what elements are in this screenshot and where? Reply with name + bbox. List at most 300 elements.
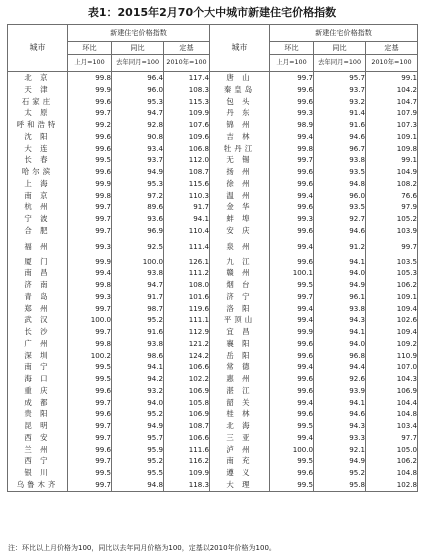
left-mom-cell: 99.9 [68,84,112,96]
right-fixed-base-cell: 108.2 [366,178,418,190]
left-yoy-cell: 96.9 [112,225,164,237]
left-mom-cell: 99.7 [68,107,112,119]
right-yoy-cell: 94.3 [314,420,366,432]
table-row [8,397,418,409]
right-yoy-cell: 92.7 [314,213,366,225]
right-fixed-base-cell: 99.7 [366,237,418,256]
table-row [8,279,418,291]
left-yoy-cell: 95.3 [112,96,164,108]
right-mom-cell: 99.4 [270,303,314,315]
left-mom-cell: 99.7 [68,326,112,338]
left-city-cell: 长 沙 [8,326,68,338]
table-row [8,303,418,315]
table-title: 表1：2015年2月70个大中城市新建住宅价格指数 [87,6,337,19]
left-city-cell: 昆 明 [8,420,68,432]
right-fixed-base-cell: 99.1 [366,154,418,166]
table-row [8,326,418,338]
left-mom-cell: 99.8 [68,279,112,291]
table-body [8,72,418,492]
right-city-cell: 桂 林 [210,408,270,420]
table-row [8,213,418,225]
right-city-cell: 济 宁 [210,291,270,303]
right-fixed-base-cell: 104.3 [366,373,418,385]
left-fixed-base-cell: 111.4 [164,237,210,256]
right-yoy-cell: 94.1 [314,326,366,338]
left-yoy-cell: 94.9 [112,166,164,178]
table-row [8,467,418,479]
left-city-cell: 呼和浩特 [8,119,68,131]
mom-header-left: 环比 [68,42,112,55]
left-yoy-cell: 95.2 [112,408,164,420]
right-city-cell: 平顶山 [210,314,270,326]
table-row [8,256,418,268]
left-yoy-cell: 89.6 [112,201,164,213]
right-fixed-base-cell: 109.4 [366,326,418,338]
fixed-base-left: 2010年=100 [164,55,210,72]
right-yoy-cell: 94.0 [314,338,366,350]
left-fixed-base-cell: 106.9 [164,385,210,397]
right-yoy-cell: 93.9 [314,385,366,397]
right-fixed-base-cell: 97.7 [366,432,418,444]
left-mom-cell: 99.6 [68,166,112,178]
right-mom-cell: 99.4 [270,397,314,409]
right-yoy-cell: 96.8 [314,350,366,362]
yoy-base-left: 去年同月=100 [112,55,164,72]
table-row [8,314,418,326]
left-mom-cell: 99.4 [68,267,112,279]
table-row [8,455,418,467]
right-yoy-cell: 93.7 [314,84,366,96]
left-mom-cell: 99.7 [68,420,112,432]
table-row [8,373,418,385]
left-fixed-base-cell: 111.2 [164,267,210,279]
right-city-cell: 烟 台 [210,279,270,291]
table-row [8,178,418,190]
left-yoy-cell: 93.8 [112,267,164,279]
right-fixed-base-cell: 107.0 [366,361,418,373]
right-fixed-base-cell: 109.2 [366,338,418,350]
left-yoy-cell: 94.0 [112,397,164,409]
right-mom-cell: 99.6 [270,350,314,362]
left-city-cell: 长 春 [8,154,68,166]
right-city-cell: 湛 江 [210,385,270,397]
left-mom-cell: 99.7 [68,455,112,467]
right-mom-cell: 99.3 [270,213,314,225]
price-index-table [7,24,418,492]
left-city-cell: 西 宁 [8,455,68,467]
left-city-cell: 石家庄 [8,96,68,108]
left-fixed-base-cell: 106.6 [164,432,210,444]
right-mom-cell: 99.6 [270,256,314,268]
left-mom-cell: 99.7 [68,432,112,444]
left-city-cell: 乌鲁木齐 [8,479,68,491]
left-mom-cell: 99.6 [68,385,112,397]
left-city-cell: 武 汉 [8,314,68,326]
left-city-cell: 大 连 [8,143,68,155]
mom-header-right: 环比 [270,42,314,55]
left-city-cell: 北 京 [8,72,68,84]
right-yoy-cell: 95.8 [314,479,366,491]
table-row [8,225,418,237]
right-mom-cell: 99.3 [270,107,314,119]
left-fixed-base-cell: 91.7 [164,201,210,213]
right-mom-cell: 99.7 [270,154,314,166]
left-fixed-base-cell: 112.0 [164,154,210,166]
right-city-cell: 九 江 [210,256,270,268]
right-city-cell: 无 锡 [210,154,270,166]
left-mom-cell: 99.9 [68,256,112,268]
left-fixed-base-cell: 108.7 [164,166,210,178]
right-yoy-cell: 91.6 [314,119,366,131]
right-mom-cell: 99.5 [270,420,314,432]
left-yoy-cell: 93.8 [112,338,164,350]
table-row [8,96,418,108]
right-mom-cell: 99.8 [270,143,314,155]
left-city-cell: 宁 波 [8,213,68,225]
table-row [8,131,418,143]
left-mom-cell: 100.2 [68,350,112,362]
right-yoy-cell: 95.7 [314,72,366,84]
left-fixed-base-cell: 119.6 [164,303,210,315]
right-city-cell: 徐 州 [210,178,270,190]
right-city-cell: 吉 林 [210,131,270,143]
left-city-cell: 济 南 [8,279,68,291]
left-mom-cell: 99.6 [68,444,112,456]
right-yoy-cell: 93.5 [314,166,366,178]
right-fixed-base-cell: 103.5 [366,256,418,268]
left-mom-cell: 99.8 [68,338,112,350]
right-city-cell: 泸 州 [210,444,270,456]
right-city-cell: 三 亚 [210,432,270,444]
left-mom-cell: 99.6 [68,143,112,155]
right-mom-cell: 99.7 [270,72,314,84]
table-row [8,420,418,432]
right-fixed-base-cell: 109.8 [366,143,418,155]
right-yoy-cell: 93.2 [314,96,366,108]
right-fixed-base-cell: 105.2 [366,213,418,225]
left-mom-cell: 99.7 [68,303,112,315]
left-mom-cell: 99.7 [68,213,112,225]
left-fixed-base-cell: 106.8 [164,143,210,155]
right-mom-cell: 100.1 [270,267,314,279]
right-mom-cell: 99.6 [270,178,314,190]
right-city-cell: 秦皇岛 [210,84,270,96]
right-mom-cell: 99.4 [270,432,314,444]
right-yoy-cell: 93.3 [314,432,366,444]
left-fixed-base-cell: 94.1 [164,213,210,225]
left-mom-cell: 99.7 [68,397,112,409]
table-row [8,190,418,202]
right-mom-cell: 99.5 [270,479,314,491]
left-fixed-base-cell: 110.3 [164,190,210,202]
right-fixed-base-cell: 106.2 [366,279,418,291]
left-fixed-base-cell: 109.9 [164,467,210,479]
table-row [8,385,418,397]
right-city-cell: 金 华 [210,201,270,213]
right-city-cell: 遵 义 [210,467,270,479]
right-fixed-base-cell: 102.6 [366,314,418,326]
left-yoy-cell: 95.7 [112,432,164,444]
city-header-left: 城市 [8,25,68,72]
left-fixed-base-cell: 116.2 [164,455,210,467]
table-row [8,267,418,279]
left-city-cell: 西 安 [8,432,68,444]
left-yoy-cell: 92.5 [112,237,164,256]
right-mom-cell: 99.6 [270,225,314,237]
right-yoy-cell: 91.2 [314,237,366,256]
right-yoy-cell: 96.0 [314,190,366,202]
left-city-cell: 南 京 [8,190,68,202]
table-row [8,479,418,491]
left-city-cell: 上 海 [8,178,68,190]
left-fixed-base-cell: 102.2 [164,373,210,385]
right-fixed-base-cell: 103.9 [366,225,418,237]
table-row [8,154,418,166]
left-city-cell: 银 川 [8,467,68,479]
left-city-cell: 郑 州 [8,303,68,315]
table-row [8,143,418,155]
yoy-base-right: 去年同月=100 [314,55,366,72]
left-yoy-cell: 95.3 [112,178,164,190]
left-city-cell: 福 州 [8,237,68,256]
left-yoy-cell: 93.4 [112,143,164,155]
right-city-cell: 襄 阳 [210,338,270,350]
right-city-cell: 丹 东 [210,107,270,119]
left-yoy-cell: 95.2 [112,455,164,467]
right-fixed-base-cell: 109.1 [366,131,418,143]
right-mom-cell: 99.4 [270,190,314,202]
right-mom-cell: 99.6 [270,385,314,397]
left-yoy-cell: 95.2 [112,314,164,326]
right-city-cell: 安 庆 [210,225,270,237]
right-city-cell: 牡丹江 [210,143,270,155]
table-row [8,107,418,119]
left-fixed-base-cell: 109.9 [164,107,210,119]
mom-base-right: 上月=100 [270,55,314,72]
left-yoy-cell: 94.9 [112,420,164,432]
right-city-cell: 南 充 [210,455,270,467]
left-fixed-base-cell: 107.6 [164,119,210,131]
right-mom-cell: 99.4 [270,237,314,256]
left-city-cell: 太 原 [8,107,68,119]
right-yoy-cell: 96.7 [314,143,366,155]
group-header-left: 新建住宅价格指数 [68,25,210,42]
left-fixed-base-cell: 109.6 [164,131,210,143]
mom-base-left: 上月=100 [68,55,112,72]
left-mom-cell: 99.5 [68,373,112,385]
right-yoy-cell: 92.1 [314,444,366,456]
left-yoy-cell: 98.6 [112,350,164,362]
right-fixed-base-cell: 103.4 [366,420,418,432]
left-yoy-cell: 94.8 [112,479,164,491]
left-fixed-base-cell: 112.9 [164,326,210,338]
right-city-cell: 岳 阳 [210,350,270,362]
right-yoy-cell: 94.9 [314,279,366,291]
table-row [8,72,418,84]
left-yoy-cell: 93.2 [112,385,164,397]
left-city-cell: 南 宁 [8,361,68,373]
right-mom-cell: 99.6 [270,166,314,178]
table-row [8,237,418,256]
right-yoy-cell: 91.4 [314,107,366,119]
left-yoy-cell: 95.9 [112,444,164,456]
right-yoy-cell: 94.6 [314,408,366,420]
right-fixed-base-cell: 105.3 [366,267,418,279]
fixed-base-header-left: 定基 [164,42,210,55]
right-mom-cell: 100.0 [270,444,314,456]
left-mom-cell: 99.8 [68,72,112,84]
right-yoy-cell: 94.4 [314,361,366,373]
left-city-cell: 广 州 [8,338,68,350]
right-fixed-base-cell: 76.6 [366,190,418,202]
left-mom-cell: 99.8 [68,190,112,202]
left-mom-cell: 99.7 [68,201,112,213]
left-yoy-cell: 100.0 [112,256,164,268]
right-yoy-cell: 94.0 [314,267,366,279]
fixed-base-right: 2010年=100 [366,55,418,72]
table-row [8,338,418,350]
right-city-cell: 北 海 [210,420,270,432]
right-mom-cell: 99.6 [270,408,314,420]
right-city-cell: 唐 山 [210,72,270,84]
left-yoy-cell: 94.7 [112,107,164,119]
right-yoy-cell: 94.9 [314,455,366,467]
right-fixed-base-cell: 104.8 [366,408,418,420]
table-row [8,291,418,303]
left-fixed-base-cell: 118.3 [164,479,210,491]
yoy-header-left: 同比 [112,42,164,55]
right-mom-cell: 99.4 [270,361,314,373]
right-yoy-cell: 94.6 [314,131,366,143]
right-mom-cell: 99.6 [270,84,314,96]
left-city-cell: 哈尔滨 [8,166,68,178]
left-yoy-cell: 94.2 [112,373,164,385]
right-fixed-base-cell: 99.1 [366,72,418,84]
left-mom-cell: 100.0 [68,314,112,326]
left-mom-cell: 99.6 [68,96,112,108]
left-fixed-base-cell: 121.2 [164,338,210,350]
left-mom-cell: 99.2 [68,119,112,131]
right-mom-cell: 99.6 [270,338,314,350]
right-fixed-base-cell: 109.4 [366,303,418,315]
right-mom-cell: 99.4 [270,314,314,326]
left-yoy-cell: 96.4 [112,72,164,84]
right-fixed-base-cell: 106.2 [366,455,418,467]
right-mom-cell: 99.5 [270,279,314,291]
left-fixed-base-cell: 105.8 [164,397,210,409]
left-mom-cell: 99.5 [68,154,112,166]
left-mom-cell: 99.5 [68,467,112,479]
right-city-cell: 洛 阳 [210,303,270,315]
right-yoy-cell: 93.8 [314,303,366,315]
table-row [8,119,418,131]
left-fixed-base-cell: 101.6 [164,291,210,303]
table-row [8,84,418,96]
right-mom-cell: 99.6 [270,373,314,385]
left-fixed-base-cell: 106.9 [164,408,210,420]
table-row [8,201,418,213]
left-fixed-base-cell: 124.2 [164,350,210,362]
left-fixed-base-cell: 108.7 [164,420,210,432]
left-mom-cell: 99.3 [68,291,112,303]
right-fixed-base-cell: 110.9 [366,350,418,362]
right-yoy-cell: 93.5 [314,201,366,213]
right-mom-cell: 99.5 [270,455,314,467]
left-yoy-cell: 91.7 [112,291,164,303]
left-fixed-base-cell: 115.6 [164,178,210,190]
table-row [8,361,418,373]
left-mom-cell: 99.6 [68,131,112,143]
left-fixed-base-cell: 108.0 [164,279,210,291]
left-city-cell: 杭 州 [8,201,68,213]
right-yoy-cell: 94.3 [314,314,366,326]
right-yoy-cell: 93.8 [314,154,366,166]
right-yoy-cell: 94.1 [314,397,366,409]
right-mom-cell: 99.4 [270,131,314,143]
left-yoy-cell: 93.7 [112,154,164,166]
right-city-cell: 韶 关 [210,397,270,409]
left-yoy-cell: 94.7 [112,279,164,291]
left-yoy-cell: 94.1 [112,361,164,373]
left-fixed-base-cell: 108.3 [164,84,210,96]
table-row [8,432,418,444]
right-yoy-cell: 96.1 [314,291,366,303]
left-yoy-cell: 92.8 [112,119,164,131]
group-header-right: 新建住宅价格指数 [270,25,418,42]
right-fixed-base-cell: 105.0 [366,444,418,456]
table-header [8,25,418,72]
right-fixed-base-cell: 109.1 [366,291,418,303]
right-fixed-base-cell: 104.4 [366,397,418,409]
right-fixed-base-cell: 104.7 [366,96,418,108]
right-mom-cell: 99.6 [270,467,314,479]
right-city-cell: 泉 州 [210,237,270,256]
left-fixed-base-cell: 106.6 [164,361,210,373]
left-mom-cell: 99.7 [68,479,112,491]
left-city-cell: 青 岛 [8,291,68,303]
left-city-cell: 沈 阳 [8,131,68,143]
left-fixed-base-cell: 110.4 [164,225,210,237]
left-fixed-base-cell: 115.3 [164,96,210,108]
left-fixed-base-cell: 126.1 [164,256,210,268]
right-yoy-cell: 94.8 [314,178,366,190]
right-city-cell: 蚌 埠 [210,213,270,225]
right-city-cell: 宜 昌 [210,326,270,338]
right-city-cell: 温 州 [210,190,270,202]
right-yoy-cell: 95.2 [314,467,366,479]
left-city-cell: 南 昌 [8,267,68,279]
table-row [8,408,418,420]
right-mom-cell: 98.9 [270,119,314,131]
right-yoy-cell: 92.6 [314,373,366,385]
right-mom-cell: 99.9 [270,326,314,338]
left-mom-cell: 99.9 [68,178,112,190]
right-city-cell: 常 德 [210,361,270,373]
left-mom-cell: 99.3 [68,237,112,256]
left-mom-cell: 99.6 [68,408,112,420]
left-city-cell: 重 庆 [8,385,68,397]
right-fixed-base-cell: 104.2 [366,84,418,96]
left-fixed-base-cell: 117.4 [164,72,210,84]
left-yoy-cell: 91.6 [112,326,164,338]
left-yoy-cell: 90.8 [112,131,164,143]
left-yoy-cell: 98.7 [112,303,164,315]
left-yoy-cell: 97.2 [112,190,164,202]
left-mom-cell: 99.7 [68,225,112,237]
right-mom-cell: 99.6 [270,96,314,108]
yoy-header-right: 同比 [314,42,366,55]
right-city-cell: 包 头 [210,96,270,108]
